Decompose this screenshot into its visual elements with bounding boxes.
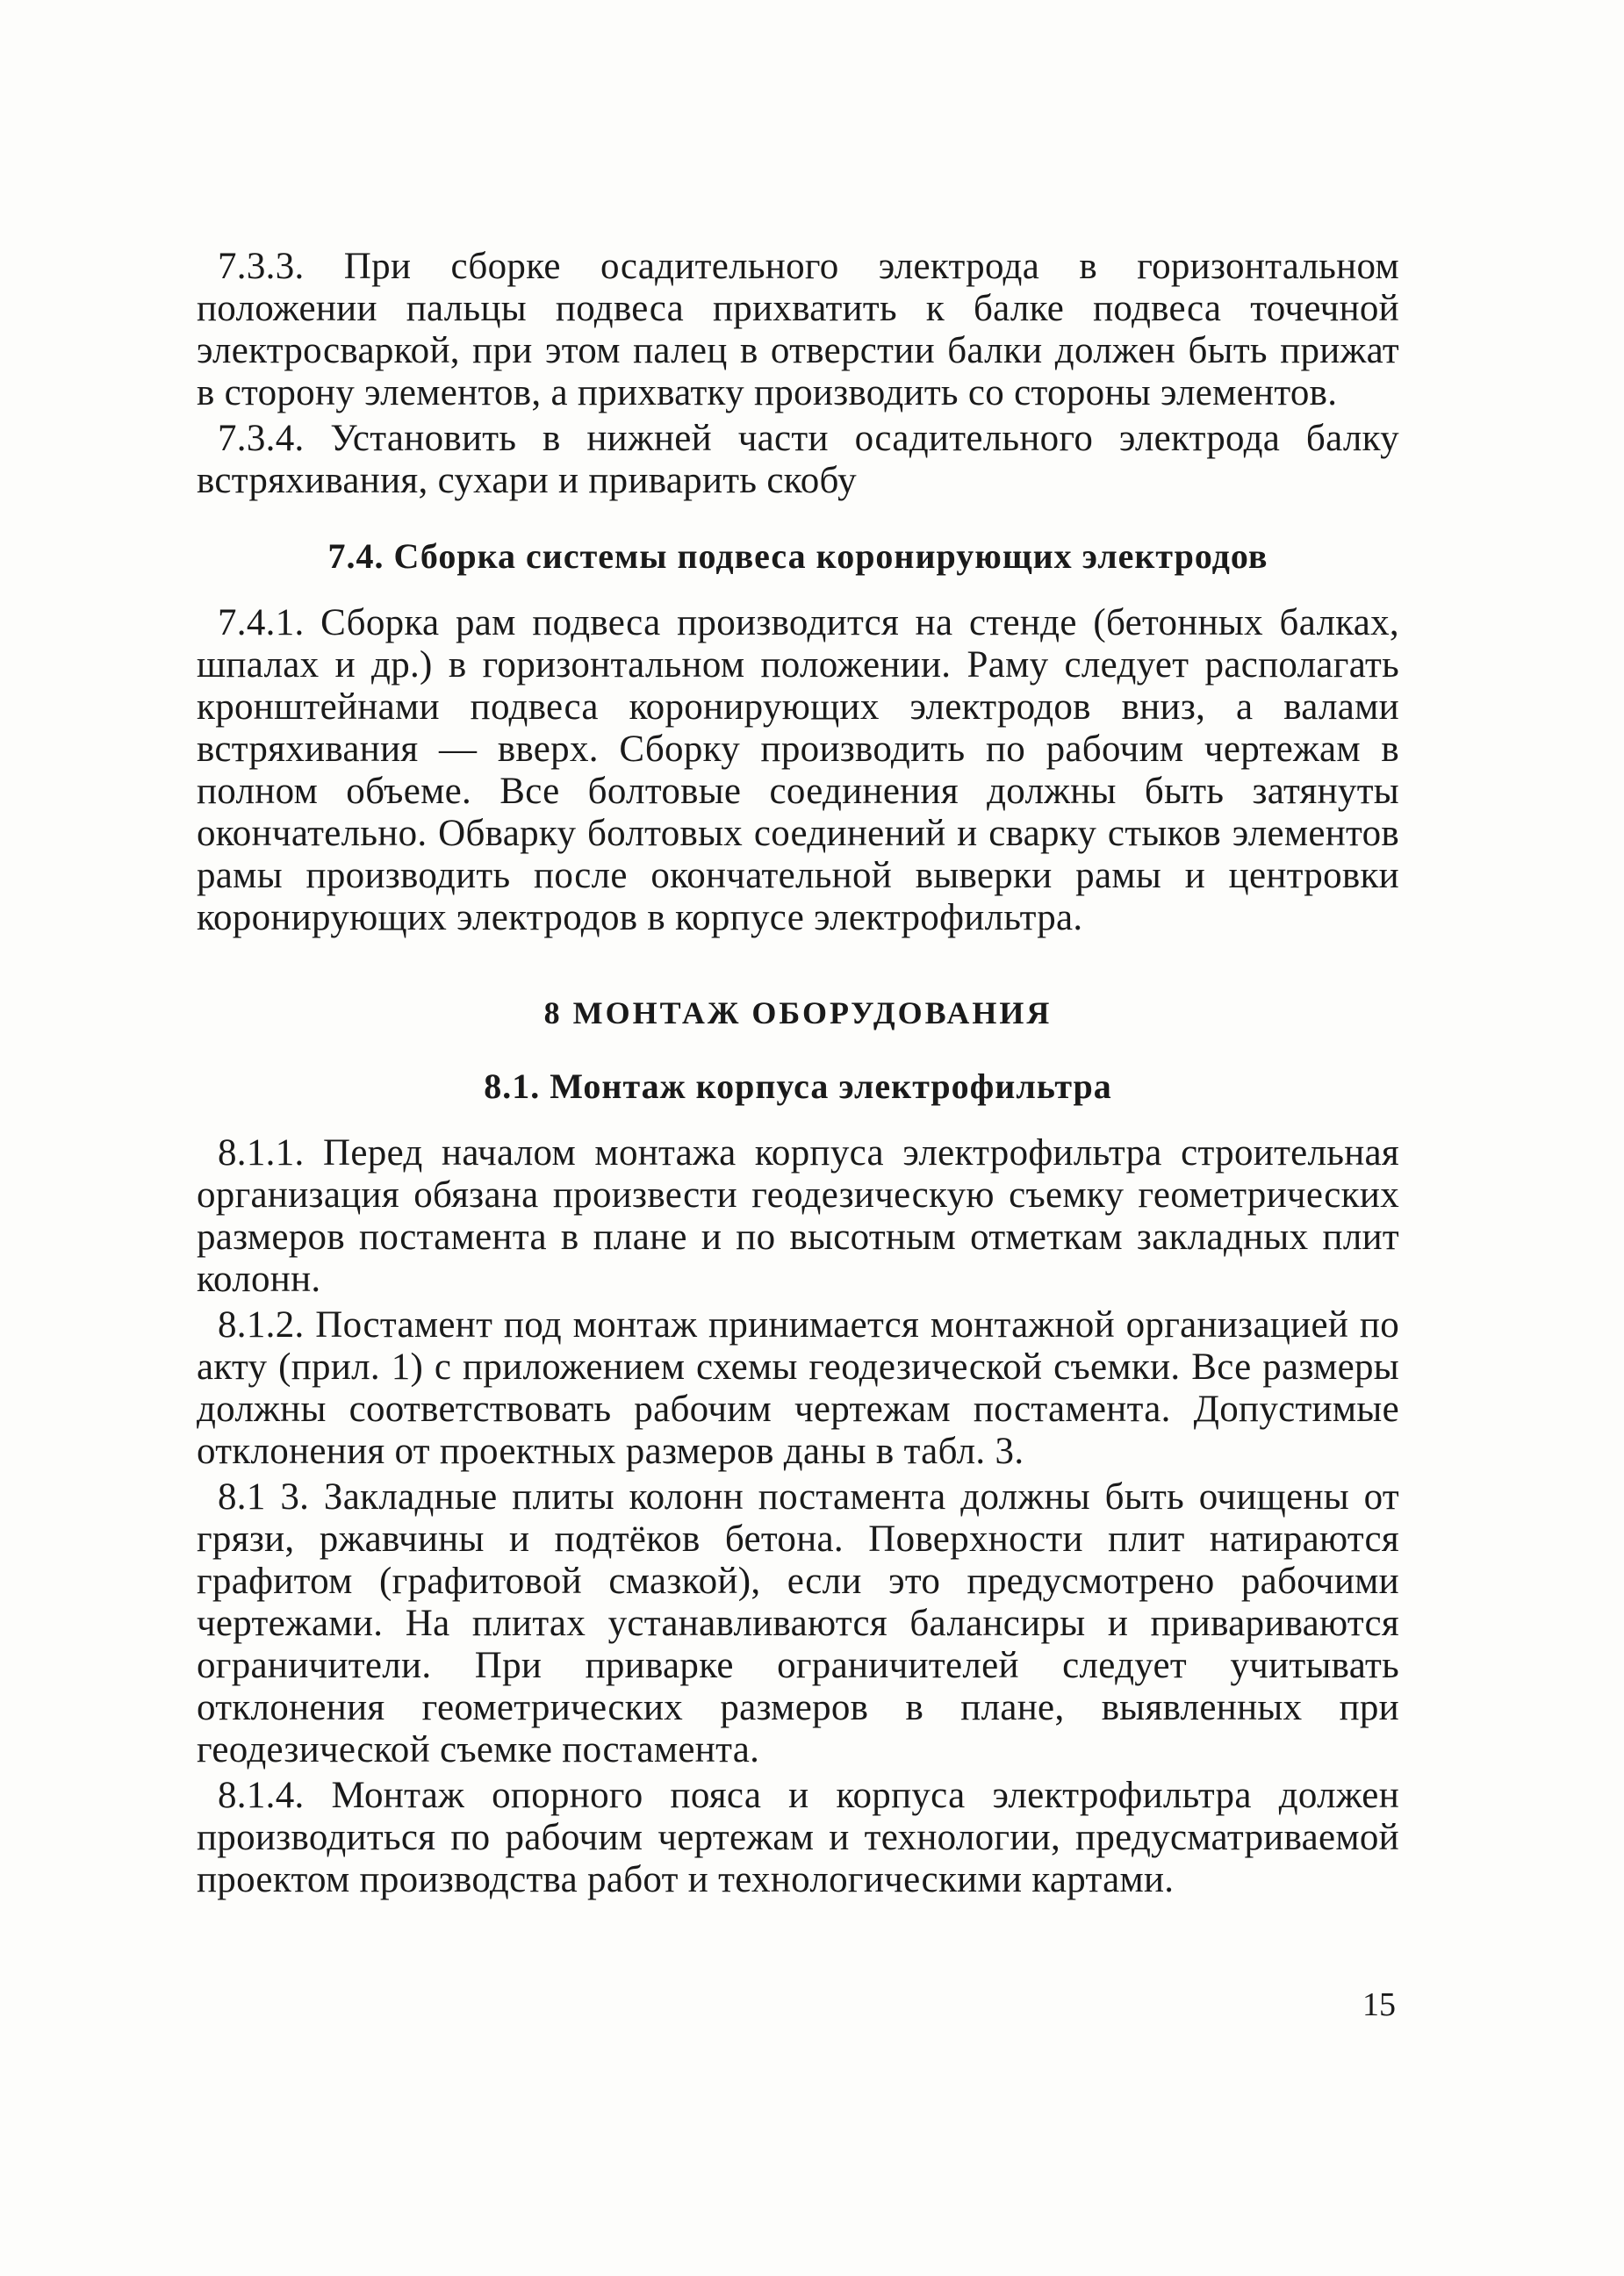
heading-7-4: 7.4. Сборка системы подвеса коронирующих электродов: [327, 536, 1268, 576]
heading-8-1: 8.1. Монтаж корпуса электрофильтра: [484, 1066, 1112, 1106]
section-title-8: 8 МОНТАЖ ОБОРУДОВАНИЯ: [543, 995, 1053, 1030]
paragraph-7-3-4: 7.3.4. Установить в нижней части осадительного электрода балку встряхивания, сухари и приварить скобу: [197, 418, 1399, 501]
paragraph-8-1-2: 8.1.2. Постамент под монтаж принимается монтажной организацией по акту (прил. 1) с приложением схемы геодезической съемки. Все размеры должны соответствовать рабочим чертежам постамента. Допустимые отклонения от проектных размеров даны в табл. 3.: [197, 1304, 1399, 1472]
paragraph-7-4-1: 7.4.1. Сборка рам подвеса производится на стенде (бетонных балках, шпалах и др.) в горизонтальном положении. Раму следует располагать кронштейнами подвеса коронирующих электродов вниз, а валами встряхивания — вверх. Сборку производить по рабочим чертежам в полном объеме. Все болтовые соединения должны быть затянуты окончательно. Обварку болтовых соединений и сварку стыков элементов рамы производить после окончательной выверки рамы и центровки коронирующих электродов в корпусе электрофильтра.: [197, 602, 1399, 938]
paragraph-8-1-4: 8.1.4. Монтаж опорного пояса и корпуса электрофильтра должен производиться по рабочим чертежам и технологии, предусматриваемой проектом производства работ и технологическими картами.: [197, 1775, 1399, 1900]
paragraph-7-3-3: 7.3.3. При сборке осадительного электрода в горизонтальном положении пальцы подвеса прихватить к балке подвеса точечной электросваркой, при этом палец в отверстии балки должен быть прижат в сторону элементов, а прихватку производить со стороны элементов.: [197, 246, 1399, 413]
page-content: [197, 246, 1399, 1901]
paragraph-8-1-3: 8.1 3. Закладные плиты колонн постамента должны быть очищены от грязи, ржавчины и подтёков бетона. Поверхности плит натираются графитом (графитовой смазкой), если это предусмотрено рабочими чертежами. На плитах устанавливаются балансиры и привариваются ограничители. При приварке ограничителей следует учитывать отклонения геометрических размеров в плане, выявленных при геодезической съемке постамента.: [197, 1476, 1399, 1770]
page-number: 15: [1362, 1986, 1396, 2023]
paragraph-8-1-1: 8.1.1. Перед началом монтажа корпуса электрофильтра строительная организация обязана произвести геодезическую съемку геометрических размеров постамента в плане и по высотным отметкам закладных плит колонн.: [197, 1132, 1399, 1300]
